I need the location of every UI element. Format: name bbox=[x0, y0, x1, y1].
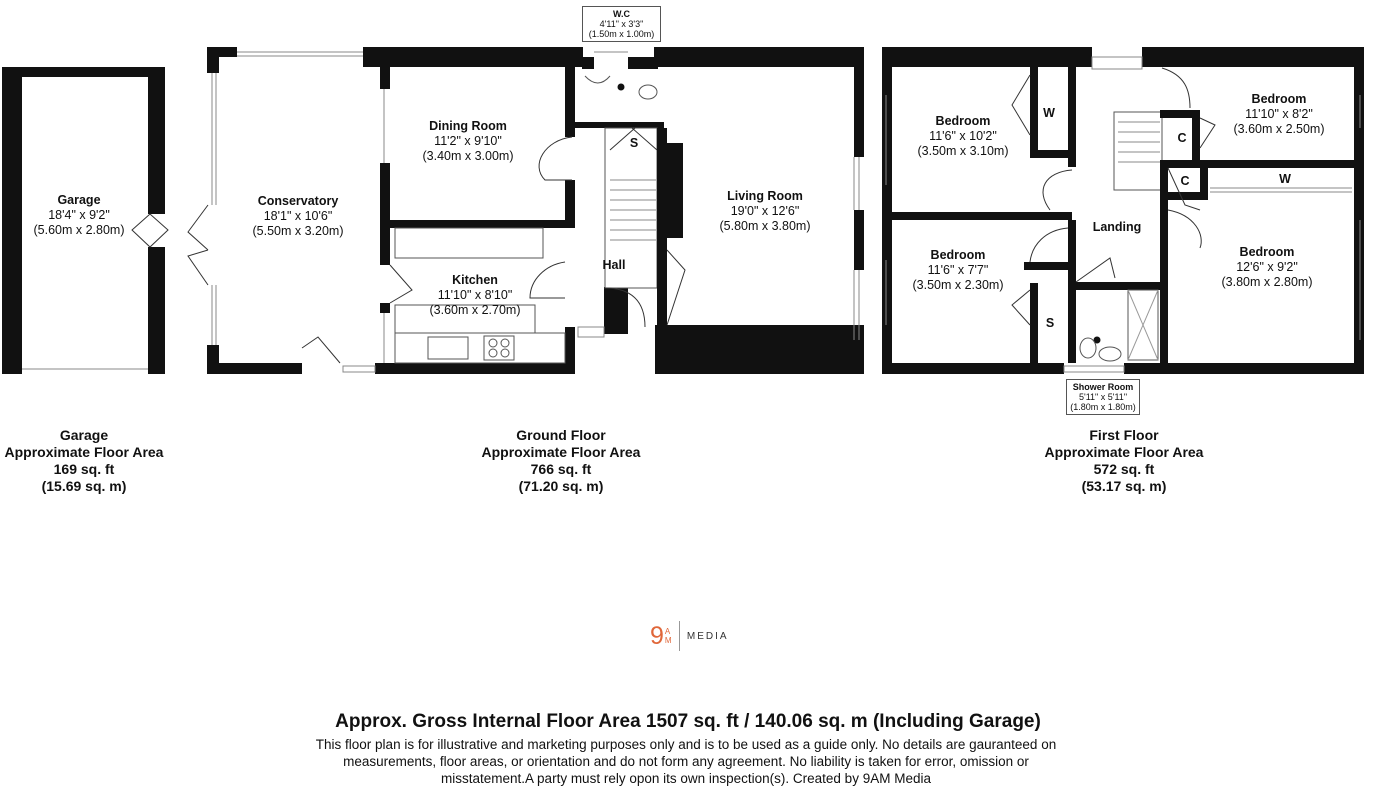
hall-label bbox=[603, 258, 626, 273]
first-area-title: First Floor bbox=[1089, 427, 1159, 443]
logo-word: MEDIA bbox=[686, 630, 729, 642]
kitchen-imperial: 11'10" x 8'10" bbox=[437, 288, 513, 302]
living-room-label bbox=[719, 189, 810, 234]
bedroom-1-label bbox=[917, 114, 1008, 159]
bedroom-4-name: Bedroom bbox=[1239, 245, 1295, 259]
conservatory-imperial: 18'1" x 10'6" bbox=[263, 209, 333, 223]
ground-area-sqft: 766 sq. ft bbox=[530, 461, 592, 477]
bedroom-1-imperial: 11'6" x 10'2" bbox=[929, 129, 997, 143]
ground-area-title: Ground Floor bbox=[516, 427, 606, 443]
garage-area-line: Approximate Floor Area bbox=[4, 444, 164, 460]
logo-divider bbox=[679, 621, 680, 651]
ground-area-sqm: (71.20 sq. m) bbox=[518, 478, 604, 494]
bedroom-1-name: Bedroom bbox=[935, 114, 991, 128]
kitchen-name: Kitchen bbox=[452, 273, 498, 287]
garage-area-sqft: 169 sq. ft bbox=[53, 461, 115, 477]
wc-metric: (1.50m x 1.00m) bbox=[588, 29, 655, 39]
garage-room-label bbox=[33, 193, 124, 238]
dining-room-metric: (3.40m x 3.00m) bbox=[422, 149, 514, 163]
first-area-line: Approximate Floor Area bbox=[1044, 444, 1204, 460]
bedroom-2-metric: (3.60m x 2.50m) bbox=[1233, 122, 1325, 136]
dining-room-name: Dining Room bbox=[429, 119, 507, 133]
shower-room-label bbox=[1066, 379, 1140, 415]
bedroom-4-metric: (3.80m x 2.80m) bbox=[1221, 275, 1313, 289]
gross-area-title: Approx. Gross Internal Floor Area 1507 sq. ft / 140.06 sq. m (Including Garage) bbox=[335, 711, 1041, 732]
garage-metric: (5.60m x 2.80m) bbox=[33, 223, 125, 237]
first-floor-area-summary bbox=[1045, 427, 1204, 495]
bedroom-3-metric: (3.50m x 2.30m) bbox=[912, 278, 1004, 292]
landing-label bbox=[1093, 220, 1142, 235]
living-room-name: Living Room bbox=[727, 189, 803, 203]
garage-area-summary bbox=[5, 427, 164, 495]
conservatory-label bbox=[252, 194, 343, 239]
logo-mark: 9 bbox=[650, 621, 664, 650]
disclaimer-text: This floor plan is for illustrative and marketing purposes only and is to be used as a guide only. No details are gauranteed on measurements, floor areas, or orientation and do not form any agreement. No liability is taken for error, omission or misstatement.A party must rely opon its own inspection(s). Created by 9AM Media bbox=[315, 737, 1057, 786]
garage-area-title: Garage bbox=[59, 427, 109, 443]
bedroom-3-name: Bedroom bbox=[930, 248, 986, 262]
ground-storage-code: S bbox=[629, 136, 639, 150]
kitchen-metric: (3.60m x 2.70m) bbox=[429, 303, 521, 317]
wc-name: W.C bbox=[613, 9, 630, 19]
wardrobe-code-1: W bbox=[1043, 106, 1055, 120]
bedroom-2-label bbox=[1233, 92, 1324, 137]
bedroom-3-imperial: 11'6" x 7'7" bbox=[927, 263, 989, 277]
company-logo bbox=[650, 620, 729, 652]
first-storage-code: S bbox=[1045, 316, 1055, 330]
shower-room-imperial: 5'11" x 5'11" bbox=[1078, 392, 1128, 402]
living-room-imperial: 19'0" x 12'6" bbox=[730, 204, 800, 218]
bedroom-4-imperial: 12'6" x 9'2" bbox=[1236, 260, 1298, 274]
hall-name: Hall bbox=[602, 258, 626, 272]
bedroom-2-name: Bedroom bbox=[1251, 92, 1307, 106]
cupboard-code-1: C bbox=[1177, 131, 1187, 145]
shower-room-metric: (1.80m x 1.80m) bbox=[1070, 402, 1136, 412]
landing-name: Landing bbox=[1092, 220, 1142, 234]
first-area-sqft: 572 sq. ft bbox=[1093, 461, 1155, 477]
garage-imperial: 18'4" x 9'2" bbox=[48, 208, 110, 222]
shower-room-name: Shower Room bbox=[1072, 382, 1134, 392]
first-area-sqm: (53.17 sq. m) bbox=[1081, 478, 1167, 494]
bedroom-2-imperial: 11'10" x 8'2" bbox=[1245, 107, 1313, 121]
conservatory-name: Conservatory bbox=[257, 194, 339, 208]
bedroom-3-label bbox=[912, 248, 1003, 293]
ground-floor-area-summary bbox=[482, 427, 641, 495]
garage-name: Garage bbox=[57, 193, 101, 207]
bedroom-1-metric: (3.50m x 3.10m) bbox=[917, 144, 1009, 158]
garage-area-sqm: (15.69 sq. m) bbox=[41, 478, 127, 494]
wc-label bbox=[582, 6, 661, 42]
conservatory-metric: (5.50m x 3.20m) bbox=[252, 224, 344, 238]
bedroom-4-label bbox=[1221, 245, 1312, 290]
living-room-metric: (5.80m x 3.80m) bbox=[719, 219, 811, 233]
wardrobe-code-2: W bbox=[1279, 172, 1291, 186]
ground-area-line: Approximate Floor Area bbox=[481, 444, 641, 460]
dining-room-imperial: 11'2" x 9'10" bbox=[434, 134, 502, 148]
wc-imperial: 4'11" x 3'3" bbox=[599, 19, 644, 29]
cupboard-code-2: C bbox=[1180, 174, 1190, 188]
logo-sub: AM bbox=[664, 627, 672, 645]
kitchen-label bbox=[429, 273, 520, 318]
dining-room-label bbox=[422, 119, 513, 164]
